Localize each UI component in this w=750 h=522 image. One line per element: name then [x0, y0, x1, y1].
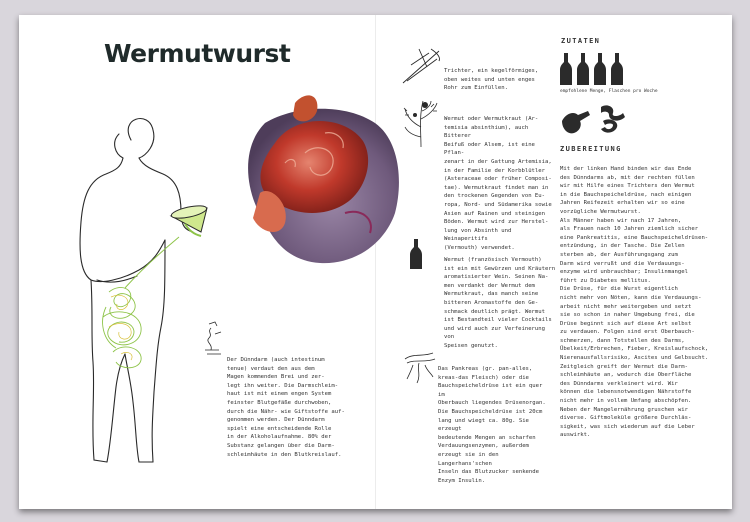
- bottle-icon: [559, 53, 573, 85]
- human-figure-illustration: [61, 112, 211, 477]
- funnel-sketch-icon: [401, 45, 443, 85]
- bottle-icon: [576, 53, 590, 85]
- wormwood-plant-icon: [401, 97, 441, 147]
- zubereitung-heading: ZUBEREITUNG: [560, 145, 622, 153]
- hand-tying-icon: [560, 107, 592, 137]
- zutaten-caption: empfohlene Menge, Flaschen pro Woche: [560, 89, 658, 94]
- duenndarm-text: Der Dünndarm (auch intestinum tenue) verdaut den aus dem Magen kommenden Brei und zer- legt ihn weiter. Die Darmschleim- haut ist mit einem engen System feinster Blutgefäße durchwoben, durch die Nähr- wie Giftstoffe auf- genommen werden. Der Dünndarm spielt eine entscheidende Rolle in der Alkoholaufnahme. 80% der Substanz gelangen über die Darm- schleimhäute in den Blutkreislauf.: [227, 357, 345, 458]
- bottle-icon: [409, 239, 423, 269]
- zubereitung-text: Mit der linken Hand binden wir das Ende des Dünndarms ab, mit der rechten füllen wir mit Hilfe eines Trichters den Wermut in die Bauchspeicheldrüse, nach einigen Jahren Reifezeit erhalten wir so eine vorzügliche Wermutwurst. Als Männer haben wir nach 17 Jahren, als Frauen nach 10 Jahren ziemlich sicher eine Pankreatitis, eine Bauchspeicheldrüsen- entzündung, in der Tasche. Die Zellen sterben ab, der Ausführungsgang zum Darm wird verrußt und die Verdauungs- enzyme wird unbrauchbar; Insulinmangel führt zu Diabetes mellitus. Die Drüse, für die Wurst eigentlich nicht mehr von Nöten, kann die Verdauungs- arbeit nicht mehr weitergeben und setzt sie so schon in naher Umgebung frei, die Drüse beginnt sich auf diese Art selbst zu verdauen. Folgen sind erst Oberbauch- schmerzen, dann Totstellen des Darms, Übelkeit/Erbrechen, Fieber, Kreislaufschock, Nierenausfallsrisiko, Ascites und Gelbsucht. Zeitgleich greift der Wermut die Darm- schleimhäute an, wodurch die Oberfläche des Dünndarms verkleinert wird. Wir können die lebensnotwendigen Nährstoffe nicht mehr in vollem Umfang abschöpfen. Neben der Mangelernährung gruschen wir diverse. Giftmoleküle größere Durchläs- sigkeit, was sich wiederum auf die Leber auswirkt.: [560, 166, 709, 439]
- wermut-text: Wermut oder Wermutkraut (Ar- temisia absinthium), auch Bitterer Beifuß oder Alsem, ist eine Pflan- zenart in der Gattung Artemisia, in der Familie der Korbblütler (Asteraceae oder früher Composi- tae). Wermutkraut findet man in den trockenen Gegenden von Eu- ropa, Nord- und Südamerika sowie Asien auf Rainen und steinigen Böden. Wermut wird zur Herstel- lung von Absinth und Weinaperitifs (Vermouth) verwendet.: [444, 116, 552, 251]
- page-title: Wermutwurst: [104, 39, 291, 68]
- bottle-icon: [593, 53, 607, 85]
- bottle-icon: [610, 53, 624, 85]
- small-figure-doodle: [201, 320, 227, 360]
- zutaten-bottles: [559, 53, 649, 85]
- pancreas-sketch-icon: [403, 349, 437, 385]
- zutaten-heading: ZUTATEN: [561, 37, 601, 45]
- funnel-caption: Trichter, ein kegelförmiges, oben weites und unten enges Rohr zum Einfüllen.: [444, 68, 539, 92]
- intestine-knot-icon: [597, 103, 627, 137]
- book-spread: [19, 15, 732, 509]
- pancreas-organ-photo: [235, 93, 405, 268]
- pancreas-text: Das Pankreas (gr. pan-alles, kreas-das Fleisch) oder die Bauchspeicheldrüse ist ein quer im Oberbauch liegendes Drüsenorgan. Die Bauchspeicheldrüse ist 20cm lang und wiegt ca. 80g. Sie erzeugt bedeutende Mengen an scharfen Verdauungsenzymen, außerdem erzeugt sie in den Langerhans'schen Inseln das Blutzucker senkende Enzym Insulin.: [438, 366, 546, 484]
- vermouth-text: Wermut (französisch Vermouth) ist ein mit Gewürzen und Kräutern aromatisierter Wein. Seinen Na- men verdankt der Wermut dem Wermutkraut, das manch seine bitteren Aromastoffe den Ge- schmack deutlich prägt. Wermut ist Bestandteil vieler Cocktails und wird auch zur Verfeinerung von Speisen genutzt.: [444, 257, 556, 349]
